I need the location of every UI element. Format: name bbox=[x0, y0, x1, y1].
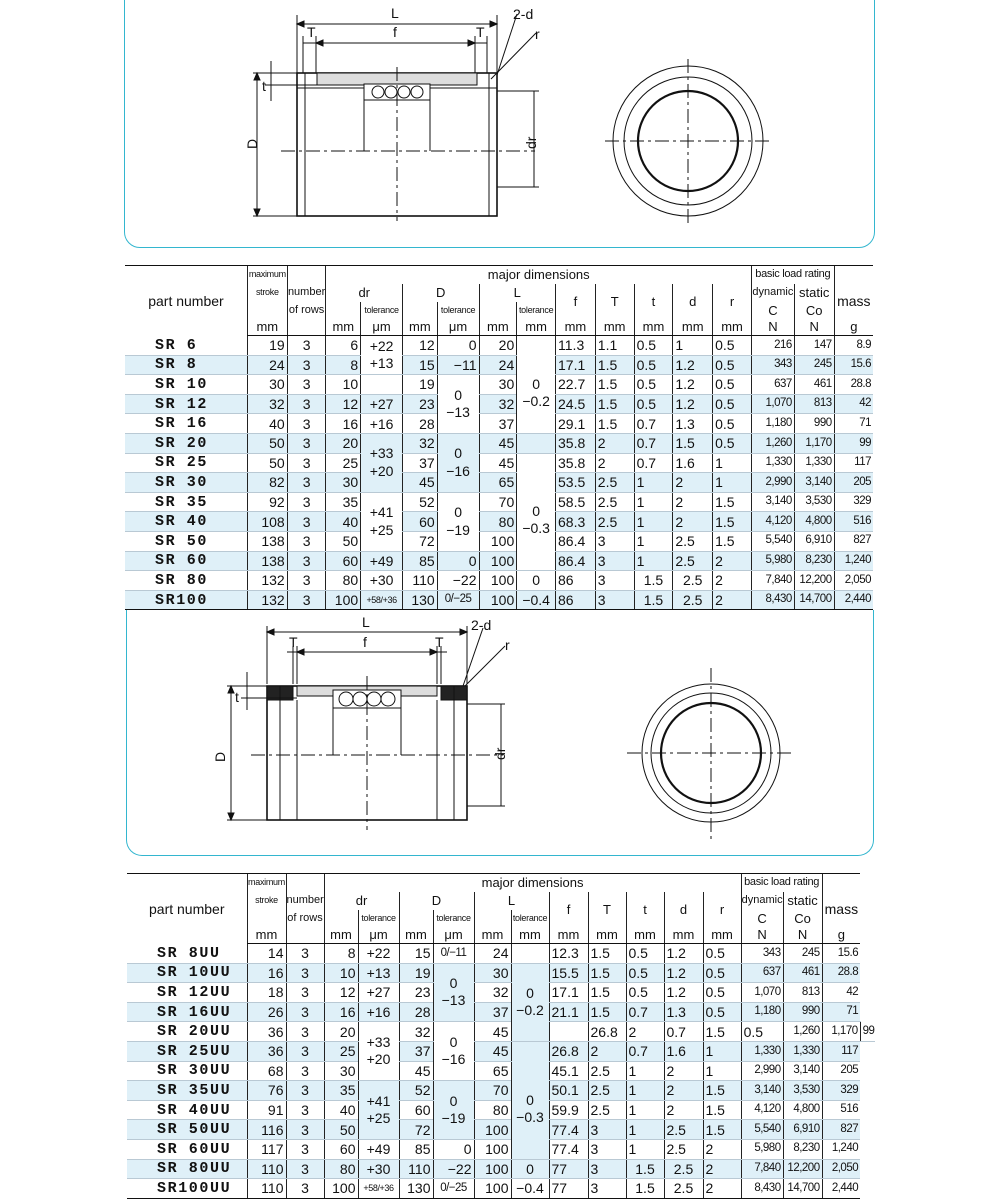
table-row: SR 50UU 116 3 50 72 100 77.4 3 1 2.5 1.5 5,540 6,910 827 bbox=[127, 1120, 875, 1140]
col-static: static bbox=[783, 892, 822, 910]
table-row: SR 50 138 3 50 72 100 86.4 3 1 2.5 1.5 5,540 6,910 827 bbox=[125, 531, 873, 551]
col-d: d bbox=[664, 892, 703, 927]
table-row: SR 8 24 3 8 15 −11 24 17.1 1.5 0.5 1.2 0.5 343 245 15.6 bbox=[125, 355, 873, 375]
col-rows-2: of rows bbox=[286, 910, 324, 927]
label-D: D bbox=[212, 751, 228, 762]
table-row: SR 10 30 3 10 19 0 −13 30 22.7 1.5 0.5 1.2 0.5 637 461 28.8 bbox=[125, 375, 873, 395]
label-t: t bbox=[235, 689, 239, 705]
col-D-tol: tolerance bbox=[433, 910, 474, 927]
col-T: T bbox=[588, 892, 626, 927]
table-row: SR100UU 110 3 100 +58/+36 130 0/−25 100 −0.4 77 3 1.5 2.5 2 8,430 14,700 2,440 bbox=[127, 1179, 875, 1199]
label-f: f bbox=[363, 634, 367, 650]
label-r: r bbox=[535, 26, 540, 42]
col-f: f bbox=[549, 892, 588, 927]
col-Co: Co bbox=[794, 302, 834, 319]
col-mass: mass bbox=[822, 892, 860, 927]
table-row: SR 80UU 110 3 80 +30 110 −22 100 0 77 3 1.5 2.5 2 7,840 12,200 2,050 bbox=[127, 1159, 875, 1179]
bearing-drawing-uu bbox=[127, 610, 875, 856]
col-part-number: part number bbox=[125, 266, 247, 336]
table-row: SR 12 32 3 12 +27 23 32 24.5 1.5 0.5 1.2 0.5 1,070 813 42 bbox=[125, 394, 873, 414]
spec-table-1: part number maximum major dimensions basic load rating stroke number dr D L f T t d r dynamic static mass of rows tolerance tolerance tolerance C Co mm mm μm mm μm mm mm mm mm mm mm mm N N g SR 6 19 3 6 +22 +13 12 0 20 0 −0.2 11.3 1.1 0.5 1 0.5 216 147 8.9 SR 8 24 3 8 15 −11 24 17.1 1.5 0.5 1.2 0.5 343 245 15.6 SR 10 30 3 10 19 0 −13 30 22.7 1.5 0.5 1.2 0.5 637 461 28.8 SR 12 32 3 12 +27 23 32 24.5 1.5 0.5 1.2 0.5 1,070 813 42 SR 16 40 3 16 +16 28 37 29.1 1.5 0.7 1.3 0.5 1,180 990 71 SR 20 50 3 20 +33 +20 32 0 −16 45 35.8 2 0.7 1.5 0.5 1,260 1,170 99 SR 25 50 3 25 37 45 0 −0.3 35.8 2 0.7 1.6 1 1,330 1,330 117 SR 30 82 3 30 45 65 53.5 2.5 1 2 1 2,990 3,140 205 SR 35 92 3 35 +41 +25 52 0 −19 70 58.5 2.5 1 2 1.5 3,140 3,530 329 SR 40 108 3 40 60 80 68.3 2.5 1 2 1.5 4,120 4,800 516 SR 50 138 3 50 72 100 86.4 3 1 2.5 1.5 5,540 6,910 827 SR 60 138 3 60 +49 85 0 100 86.4 3 1 2.5 2 5,980 8,230 1,240 SR 80 132 3 80 +30 110 −22 100 0 86 3 1.5 2.5 2 7,840 12,200 2,050 SR100 132 3 100 +58/+36 130 0/−25 100 −0.4 86 3 1.5 2.5 2 8,430 14,700 2,440 bbox=[125, 265, 873, 610]
col-dr: dr bbox=[324, 892, 399, 910]
label-f: f bbox=[393, 24, 397, 40]
unit-stroke: mm bbox=[247, 319, 287, 336]
col-rows-1: number bbox=[286, 892, 324, 910]
label-L: L bbox=[391, 5, 399, 21]
unit-stroke: mm bbox=[247, 927, 286, 944]
label-D: D bbox=[244, 138, 260, 149]
col-rows-2: of rows bbox=[287, 302, 326, 319]
table-row: SR100 132 3 100 +58/+36 130 0/−25 100 −0.4 86 3 1.5 2.5 2 8,430 14,700 2,440 bbox=[125, 590, 873, 610]
label-L: L bbox=[362, 614, 370, 630]
label-2d: 2-d bbox=[471, 617, 492, 633]
col-t: t bbox=[626, 892, 664, 927]
spec-table-2: part number maximum major dimensions basic load rating stroke number dr D L f T t d r dynamic static mass of rows tolerance tolerance tolerance C Co mm mm μm mm μm mm mm mm mm mm mm mm N N g SR 8UU 14 3 8 +22 15 0/−11 24 12.3 1.5 0.5 1.2 0.5 343 245 15.6 SR 10UU 16 3 10 +13 19 0 −13 30 0 −0.2 15.5 1.5 0.5 1.2 0.5 637 461 28.8 SR 12UU 18 3 12 +27 23 32 17.1 1.5 0.5 1.2 0.5 1,070 813 42 SR 16UU 26 3 16 +16 28 37 21.1 1.5 0.7 1.3 0.5 1,180 990 71 SR 20UU 36 3 20 +33 +20 32 0 −16 45 26.8 2 0.7 1.5 0.5 1,260 1,170 99 SR 25UU 36 3 25 37 45 0 −0.3 26.8 2 0.7 1.6 1 1,330 1,330 117 SR 30UU 68 3 30 45 65 45.1 2.5 1 2 1 2,990 3,140 205 SR 35UU 76 3 35 +41 +25 52 0 −19 70 50.1 2.5 1 2 1.5 3,140 3,530 329 SR 40UU 91 3 40 60 80 59.9 2.5 1 2 1.5 4,120 4,800 516 SR 50UU 116 3 50 72 100 77.4 3 1 2.5 1.5 5,540 6,910 827 SR 60UU 117 3 60 +49 85 0 100 77.4 3 1 2.5 2 5,980 8,230 1,240 SR 80UU 110 3 80 +30 110 −22 100 0 77 3 1.5 2.5 2 7,840 12,200 2,050 SR100UU 110 3 100 +58/+36 130 0/−25 100 −0.4 77 3 1.5 2.5 2 8,430 14,700 2,440 bbox=[127, 873, 875, 1199]
label-T-right: T bbox=[476, 24, 485, 40]
table-row: SR 10UU 16 3 10 +13 19 0 −13 30 0 −0.2 15.5 1.5 0.5 1.2 0.5 637 461 28.8 bbox=[127, 963, 875, 983]
table-row: SR 20UU 36 3 20 +33 +20 32 0 −16 45 26.8 2 0.7 1.5 0.5 1,260 1,170 99 bbox=[127, 1022, 875, 1042]
col-C: C bbox=[751, 302, 794, 319]
col-L: L bbox=[474, 892, 549, 910]
table-row: SR 40UU 91 3 40 60 80 59.9 2.5 1 2 1.5 4,120 4,800 516 bbox=[127, 1100, 875, 1120]
col-D: D bbox=[402, 284, 479, 302]
col-f: f bbox=[556, 284, 596, 319]
drawing-panel-uu bbox=[126, 610, 874, 856]
col-max-stroke-1: maximum bbox=[247, 874, 286, 892]
bearing-drawing-top bbox=[125, 0, 876, 249]
label-t: t bbox=[262, 78, 266, 94]
col-r: r bbox=[713, 284, 752, 319]
label-r: r bbox=[505, 637, 510, 653]
col-D: D bbox=[399, 892, 474, 910]
col-dynamic: dynamic bbox=[751, 284, 794, 302]
label-2d: 2-d bbox=[513, 6, 534, 22]
col-mass: mass bbox=[834, 284, 873, 319]
col-C: C bbox=[741, 910, 783, 927]
col-static: static bbox=[794, 284, 834, 302]
table-row: SR 16UU 26 3 16 +16 28 37 21.1 1.5 0.7 1.3 0.5 1,180 990 71 bbox=[127, 1002, 875, 1022]
col-max-stroke-1: maximum bbox=[247, 266, 287, 284]
drawing-panel-top bbox=[124, 0, 875, 248]
label-dr: dr bbox=[523, 136, 539, 149]
col-L: L bbox=[479, 284, 556, 302]
col-major-dimensions: major dimensions bbox=[324, 874, 741, 892]
col-dynamic: dynamic bbox=[741, 892, 783, 910]
table-row: SR 12UU 18 3 12 +27 23 32 17.1 1.5 0.5 1.2 0.5 1,070 813 42 bbox=[127, 983, 875, 1003]
table-row: SR 40 108 3 40 60 80 68.3 2.5 1 2 1.5 4,120 4,800 516 bbox=[125, 512, 873, 532]
col-part-number: part number bbox=[127, 874, 247, 944]
col-d: d bbox=[673, 284, 713, 319]
table-row: SR 80 132 3 80 +30 110 −22 100 0 86 3 1.5 2.5 2 7,840 12,200 2,050 bbox=[125, 571, 873, 591]
col-dr-tol: tolerance bbox=[358, 910, 399, 927]
col-dr-tol: tolerance bbox=[361, 302, 403, 319]
label-T-left: T bbox=[307, 24, 316, 40]
col-Co: Co bbox=[783, 910, 822, 927]
col-T: T bbox=[595, 284, 634, 319]
table-row: SR 20 50 3 20 +33 +20 32 0 −16 45 35.8 2 0.7 1.5 0.5 1,260 1,170 99 bbox=[125, 433, 873, 453]
col-L-tol: tolerance bbox=[511, 910, 549, 927]
col-max-stroke-2: stroke bbox=[247, 284, 287, 302]
table-row: SR 35 92 3 35 +41 +25 52 0 −19 70 58.5 2.5 1 2 1.5 3,140 3,530 329 bbox=[125, 492, 873, 512]
table-row: SR 30 82 3 30 45 65 53.5 2.5 1 2 1 2,990 3,140 205 bbox=[125, 473, 873, 493]
col-basic-load-rating: basic load rating bbox=[751, 266, 834, 284]
table-row: SR 25UU 36 3 25 37 45 0 −0.3 26.8 2 0.7 1.6 1 1,330 1,330 117 bbox=[127, 1041, 875, 1061]
label-T-right: T bbox=[435, 634, 444, 650]
col-dr: dr bbox=[326, 284, 403, 302]
col-max-stroke-2: stroke bbox=[247, 892, 286, 910]
table-row: SR 60 138 3 60 +49 85 0 100 86.4 3 1 2.5 2 5,980 8,230 1,240 bbox=[125, 551, 873, 571]
col-basic-load-rating: basic load rating bbox=[741, 874, 822, 892]
label-T-left: T bbox=[289, 634, 298, 650]
col-rows-1: number bbox=[287, 284, 326, 302]
table-row: SR 8UU 14 3 8 +22 15 0/−11 24 12.3 1.5 0.5 1.2 0.5 343 245 15.6 bbox=[127, 944, 875, 964]
table-row: SR 35UU 76 3 35 +41 +25 52 0 −19 70 50.1 2.5 1 2 1.5 3,140 3,530 329 bbox=[127, 1081, 875, 1101]
table-row: SR 6 19 3 6 +22 +13 12 0 20 0 −0.2 11.3 1.1 0.5 1 0.5 216 147 8.9 bbox=[125, 336, 873, 356]
table-row: SR 60UU 117 3 60 +49 85 0 100 77.4 3 1 2.5 2 5,980 8,230 1,240 bbox=[127, 1139, 875, 1159]
label-dr: dr bbox=[492, 747, 508, 760]
col-major-dimensions: major dimensions bbox=[326, 266, 752, 284]
col-D-tol: tolerance bbox=[437, 302, 479, 319]
col-r: r bbox=[703, 892, 741, 927]
col-t: t bbox=[634, 284, 673, 319]
table-row: SR 16 40 3 16 +16 28 37 29.1 1.5 0.7 1.3 0.5 1,180 990 71 bbox=[125, 414, 873, 434]
col-L-tol: tolerance bbox=[517, 302, 556, 319]
table-row: SR 25 50 3 25 37 45 0 −0.3 35.8 2 0.7 1.6 1 1,330 1,330 117 bbox=[125, 453, 873, 473]
table-row: SR 30UU 68 3 30 45 65 45.1 2.5 1 2 1 2,990 3,140 205 bbox=[127, 1061, 875, 1081]
